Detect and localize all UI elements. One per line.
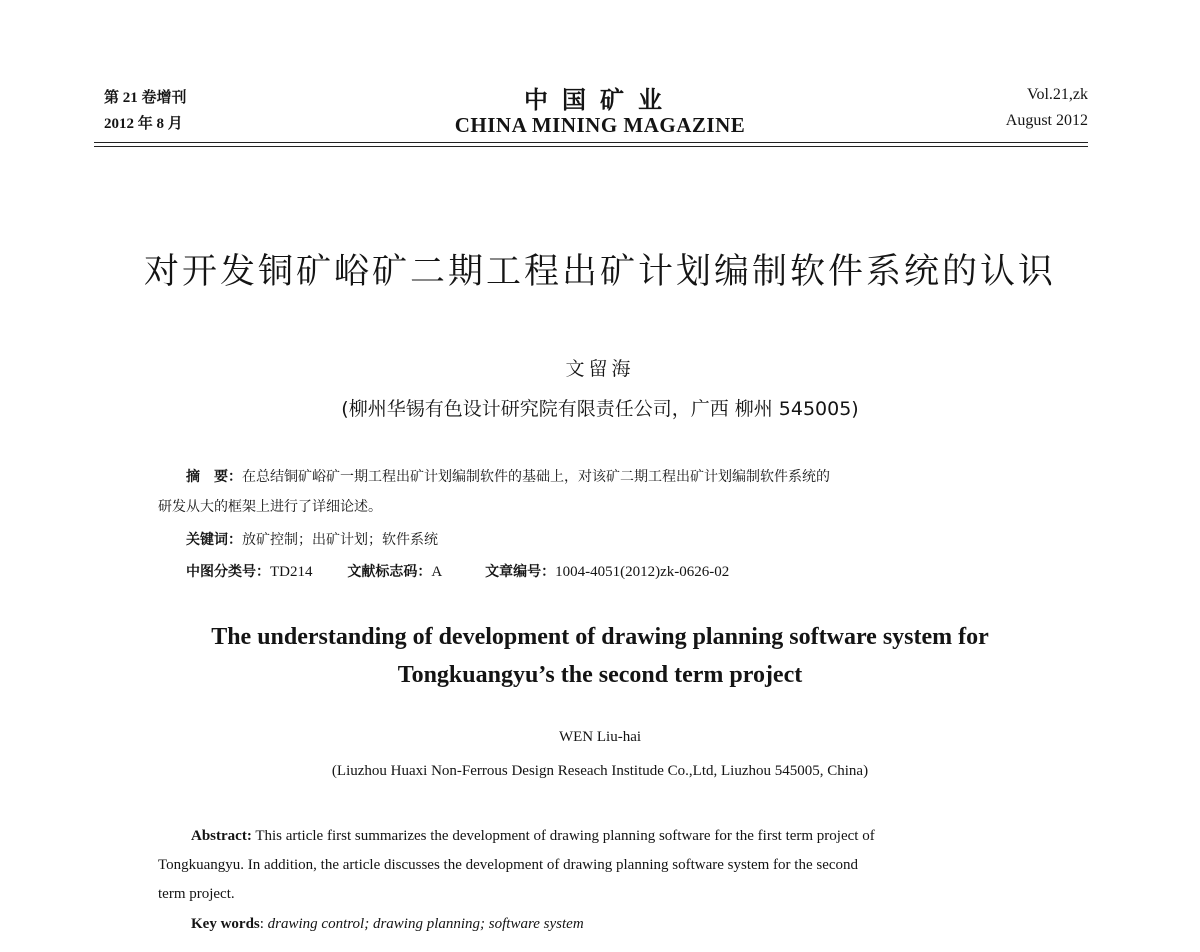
affiliation-cn: (柳州华锡有色设计研究院有限责任公司，广西 柳州 545005) bbox=[341, 398, 859, 420]
abstract-en-line1 bbox=[191, 822, 875, 851]
abstract-en-line2: Tongkuangyu. In addition, the article discusses the development of drawing planning software system for the second bbox=[158, 857, 859, 873]
journal-name-en: CHINA MINING MAGAZINE bbox=[454, 113, 746, 137]
article-number-label: 文章编号： bbox=[485, 564, 556, 580]
abstract-en-text1: This article first summarizes the development of drawing planning software for the first term project of bbox=[255, 828, 875, 844]
date-en: August 2012 bbox=[1005, 112, 1088, 129]
abstract-en-label: Abstract: bbox=[191, 828, 252, 844]
header-rule-top bbox=[94, 142, 1088, 143]
publication-date: 2012 年 8 月 bbox=[104, 116, 183, 132]
classification-line bbox=[186, 561, 729, 581]
keywords-en-separator: : bbox=[259, 916, 264, 932]
keywords-en-label: Key words bbox=[191, 916, 260, 932]
article-number-value: 1004-4051(2012)zk-0626-02 bbox=[555, 564, 730, 580]
keywords-cn-label: 关键词： bbox=[186, 532, 242, 548]
author-en: WEN Liu-hai bbox=[558, 729, 642, 745]
volume-issue: 第 21 卷增刊 bbox=[104, 90, 187, 106]
abstract-cn-label: 摘 要： bbox=[186, 469, 242, 485]
keywords-cn bbox=[186, 529, 438, 549]
volume-en: Vol.21,zk bbox=[1026, 86, 1088, 103]
abstract-en-line3: term project. bbox=[158, 886, 235, 902]
abstract-cn-line1 bbox=[186, 466, 830, 486]
clc-value: TD214 bbox=[270, 564, 313, 580]
doc-code-value: A bbox=[431, 564, 443, 580]
affiliation-en: (Liuzhou Huaxi Non-Ferrous Design Reseach Institude Co.,Ltd, Liuzhou 545005, China) bbox=[331, 763, 869, 779]
article-title-cn: 对开发铜矿峪矿二期工程出矿计划编制软件系统的认识 bbox=[143, 252, 1056, 292]
clc-label: 中图分类号： bbox=[186, 564, 270, 580]
abstract-cn-line2: 研发从大的框架上进行了详细论述。 bbox=[158, 499, 382, 515]
article-title-en-line2: Tongkuangyu’s the second term project bbox=[397, 662, 803, 688]
keywords-en bbox=[191, 910, 584, 939]
keywords-cn-text: 放矿控制；出矿计划；软件系统 bbox=[242, 532, 438, 548]
journal-name-cn: 中国矿业 bbox=[524, 86, 676, 114]
author-cn: 文留海 bbox=[565, 358, 635, 380]
doc-code-label: 文献标志码： bbox=[347, 564, 432, 580]
article-title-en-line1: The understanding of development of drawing planning software system for bbox=[211, 624, 989, 650]
keywords-en-text: drawing control; drawing planning; software system bbox=[267, 916, 584, 932]
abstract-cn-text1: 在总结铜矿峪矿一期工程出矿计划编制软件的基础上，对该矿二期工程出矿计划编制软件系统的 bbox=[242, 469, 830, 485]
header-rule-bottom bbox=[94, 146, 1088, 147]
